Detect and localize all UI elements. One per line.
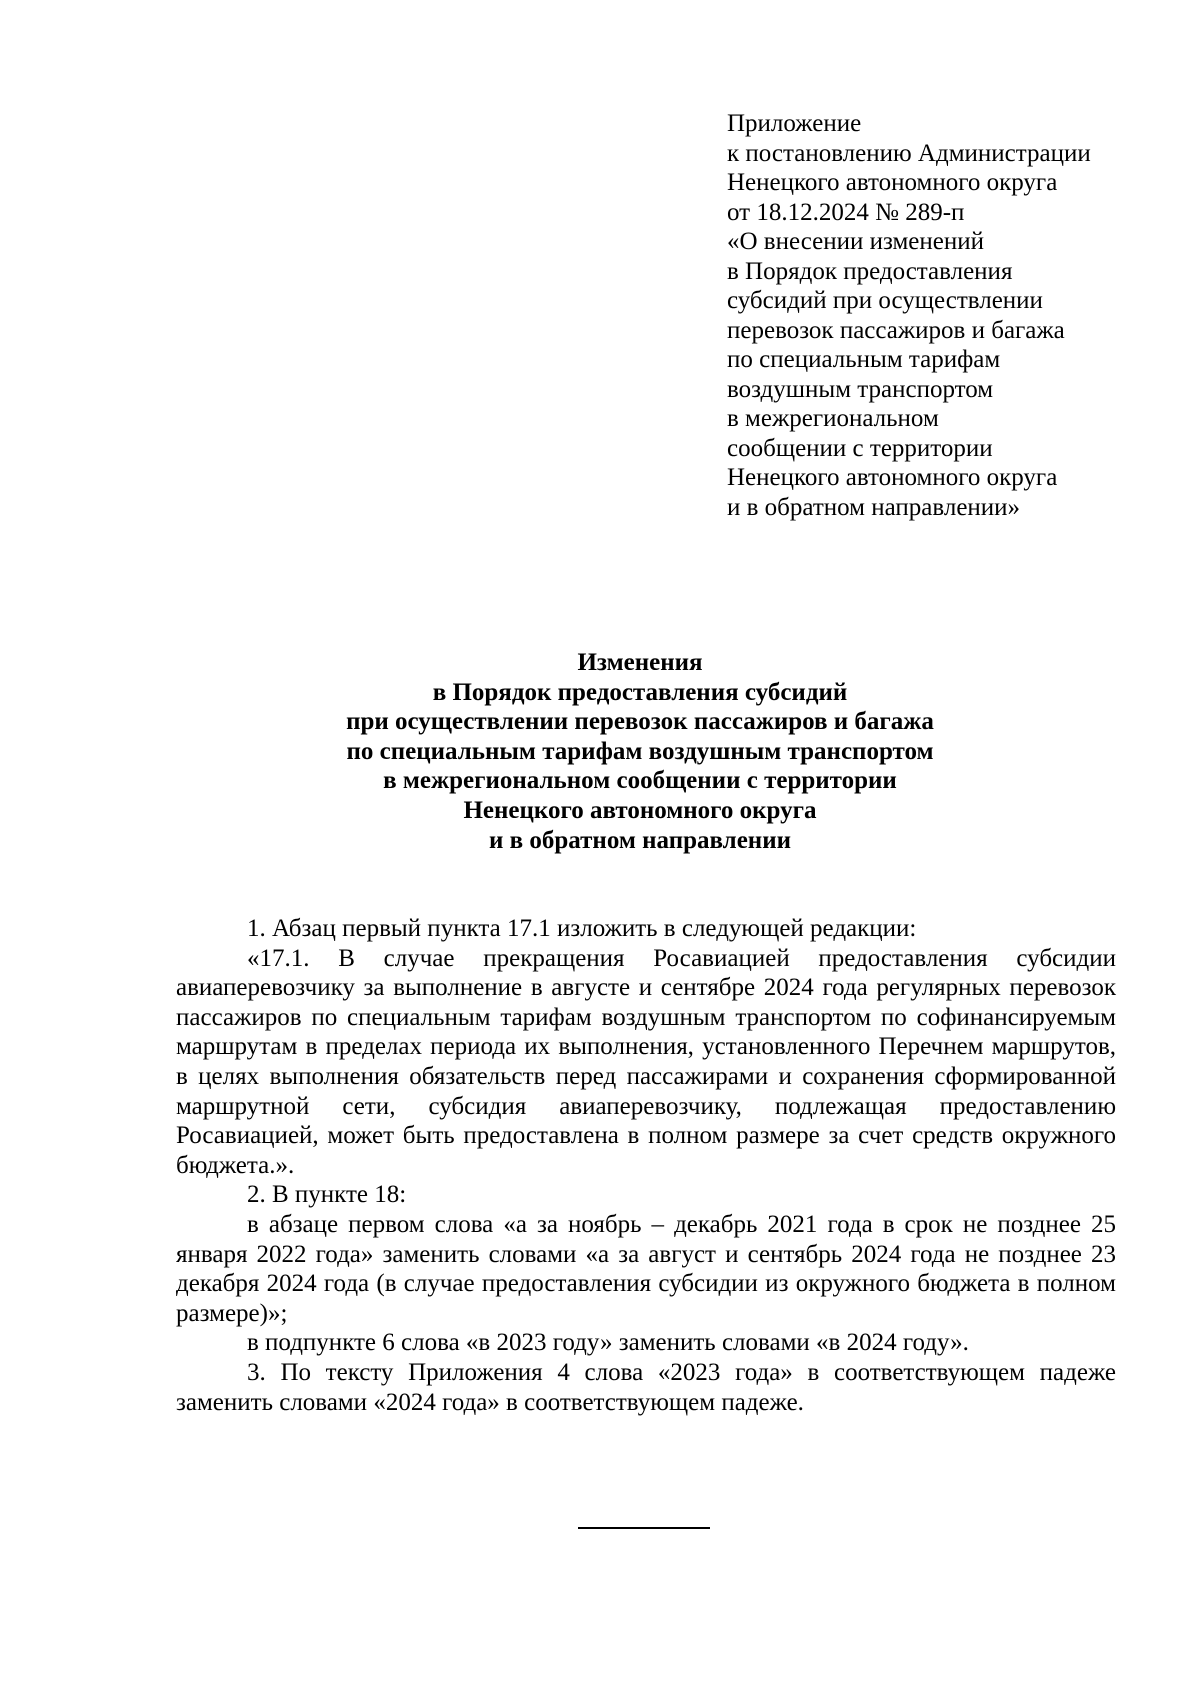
title-line: в Порядок предоставления субсидий [432, 678, 848, 706]
paragraph-item-2-second: в подпункте 6 слова «в 2023 году» заменить словами «в 2024 году». [247, 1329, 969, 1357]
paragraph-item-2: 2. В пункте 18: [247, 1181, 407, 1209]
appendix-line: от 18.12.2024 № 289-п [727, 198, 965, 226]
appendix-line: «О внесении изменений [727, 228, 985, 255]
paragraph-item-3: 3. По тексту Приложения 4 слова «2023 года» в соответствующем падеже заменить словами «2024 года» в соответствующем падеже. [176, 1358, 1116, 1416]
paragraph-item-1: 1. Абзац первый пункта 17.1 изложить в следующей редакции: [247, 915, 917, 942]
title-line: Изменения [577, 649, 703, 676]
document-body [176, 914, 1116, 1417]
paragraph-quoted-amendment: «17.1. В случае прекращения Росавиацией предоставления субсидии авиаперевозчику за выполнение в августе и сентябре 2024 года регулярных перевозок пассажиров по специальным тарифам воздушным транспортом по софинансируемым маршрутам в пределах периода их выполнения, установленного Перечнем маршрутов, в целях выполнения обязательств перед пассажирами и сохранения сформированной маршрутной сети, субсидия авиаперевозчику, подлежащая предоставлению Росавиацией, может быть предоставлена в полном размере за счет средств окружного бюджета.». [176, 944, 1116, 1179]
appendix-line: Ненецкого автономного округа [727, 169, 1058, 196]
title-line: Ненецкого автономного округа [463, 796, 817, 824]
appendix-line: сообщении с территории [727, 434, 993, 462]
appendix-line: субсидий при осуществлении [727, 287, 1043, 314]
title-line: и в обратном направлении [488, 826, 792, 854]
appendix-line: и в обратном направлении» [727, 493, 1021, 521]
paragraph-item-2-first: в абзаце первом слова «а за ноябрь – декабрь 2021 года в срок не позднее 25 января 2022 года» заменить словами «а за август и сентябрь 2024 года не позднее 23 декабря 2024 года (в случае предоставления субсидии из окружного бюджета в полном размере)»; [176, 1210, 1116, 1327]
appendix-line: перевозок пассажиров и багажа [727, 316, 1065, 344]
title-line: при осуществлении перевозок пассажиров и багажа [346, 708, 934, 736]
appendix-line: в Порядок предоставления [727, 257, 1013, 285]
document-title [160, 648, 1120, 855]
appendix-line: Ненецкого автономного округа [727, 464, 1058, 491]
appendix-line: по специальным тарифам [727, 346, 1001, 373]
appendix-line: к постановлению Администрации [727, 139, 1091, 167]
title-line: в межрегиональном сообщении с территории [383, 767, 897, 795]
appendix-line: в межрегиональном [727, 405, 939, 432]
appendix-line: воздушным транспортом [727, 375, 994, 403]
title-line: по специальным тарифам воздушным транспортом [346, 737, 934, 765]
appendix-line: Приложение [727, 110, 862, 137]
closing-rule [578, 1527, 710, 1529]
appendix-header [727, 109, 1167, 522]
